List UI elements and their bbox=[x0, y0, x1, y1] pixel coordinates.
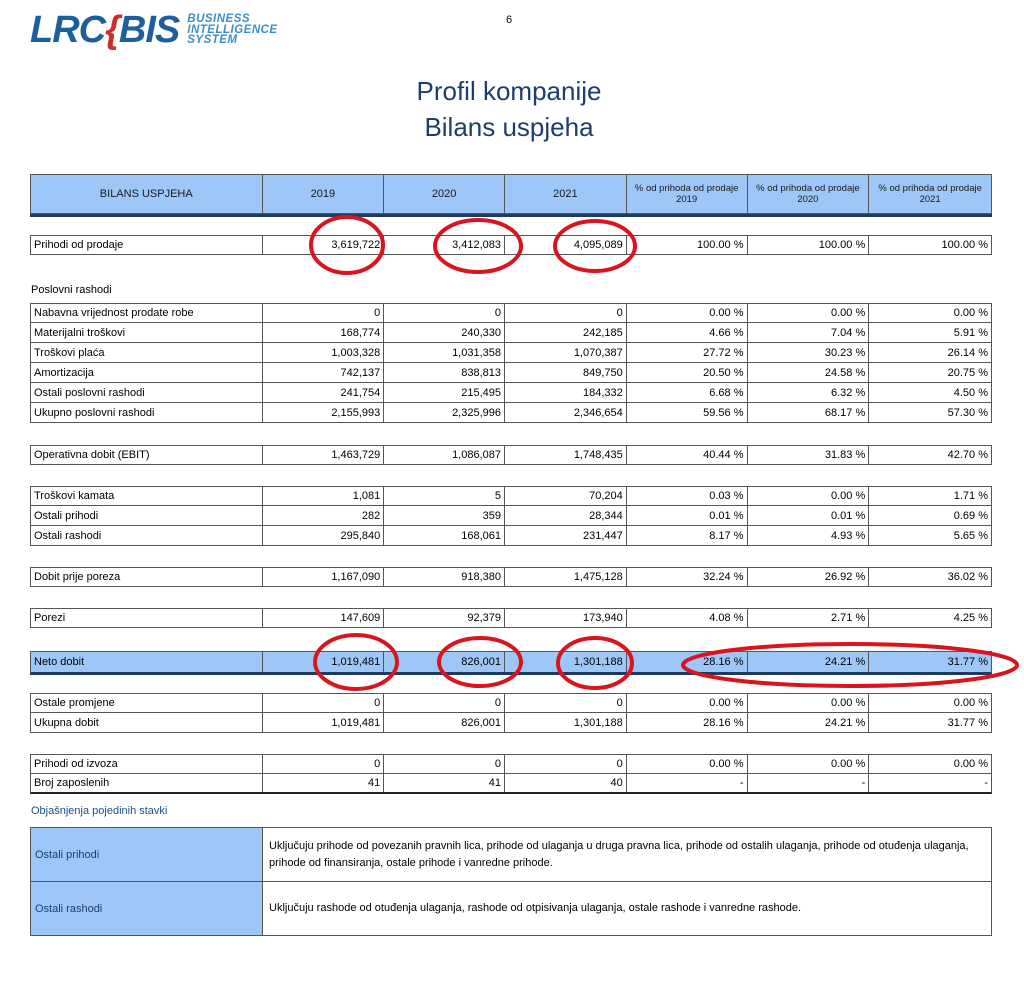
cell-value: 168,774 bbox=[263, 323, 385, 342]
header-cell: % od prihoda od prodaje 2020 bbox=[748, 175, 870, 213]
cell-value: 168,061 bbox=[384, 526, 505, 545]
cell-value: 4.50 % bbox=[953, 386, 988, 399]
header-cell: 2020 bbox=[384, 175, 505, 213]
cell-value: 1,475,128 bbox=[505, 568, 627, 586]
cell-value: 2,325,996 bbox=[384, 403, 505, 422]
cell-value: 0.00 % bbox=[748, 755, 870, 773]
cell-value: 1,019,481 bbox=[263, 652, 385, 672]
cell-value: 0 bbox=[505, 694, 627, 712]
cell-value: 31.77 % bbox=[947, 656, 988, 668]
cell-value: 28.16 % bbox=[627, 652, 748, 672]
cell-value: 28.16 % bbox=[627, 713, 748, 732]
cell-value: 41 bbox=[263, 774, 385, 792]
row-label: Prihodi od prodaje bbox=[31, 236, 263, 254]
row-label: Porezi bbox=[31, 609, 263, 627]
cell-value: 100.00 % bbox=[941, 239, 988, 251]
cell-value: 24.21 % bbox=[748, 713, 870, 732]
cell-value: 0 bbox=[263, 755, 385, 773]
cell-value: 147,609 bbox=[263, 609, 385, 627]
cell-value: 240,330 bbox=[384, 323, 505, 342]
cell-value: 826,001 bbox=[384, 713, 505, 732]
cell-value: 0 bbox=[384, 694, 505, 712]
logo-wordmark: LRC{BIS bbox=[30, 9, 180, 51]
cell-value: 3,412,083 bbox=[384, 236, 505, 254]
cell-value: 24.58 % bbox=[748, 363, 870, 382]
explanation-text: Uključuju prihode od povezanih pravnih lica, prihode od ulaganja u druga pravna lica, prihode od ostalih ulaganja, prihode od otuđenja ulaganja, prihode od finansiranja, ostale prihode i vanredne prihode. bbox=[269, 839, 969, 869]
cell-value: 57.30 % bbox=[947, 406, 988, 419]
cell-value: 1,086,087 bbox=[384, 446, 505, 464]
table-row bbox=[30, 506, 992, 526]
table-row bbox=[30, 363, 992, 383]
logo-subtitle: BUSINESS INTELLIGENCE SYSTEM bbox=[187, 13, 278, 47]
header-cell: 2021 bbox=[505, 175, 627, 213]
cell-value: 59.56 % bbox=[627, 403, 748, 422]
cell-value: 0.00 % bbox=[748, 304, 870, 322]
table-row bbox=[30, 693, 992, 713]
cell-value: 231,447 bbox=[505, 526, 627, 545]
cell-value: 0.00 % bbox=[627, 694, 748, 712]
row-label: Broj zaposlenih bbox=[31, 774, 263, 792]
cell-value: 20.50 % bbox=[627, 363, 748, 382]
cell-value: 184,332 bbox=[505, 383, 627, 402]
cell-value: 42.70 % bbox=[947, 449, 988, 461]
cell-value: 1,301,188 bbox=[505, 713, 627, 732]
lrc-bis-logo bbox=[30, 8, 278, 52]
explanation-row bbox=[30, 881, 992, 936]
cell-value: 0.03 % bbox=[627, 487, 748, 505]
explanation-key: Ostali rashodi bbox=[31, 882, 263, 935]
table-row bbox=[30, 526, 992, 546]
table-row bbox=[30, 343, 992, 363]
cell-value: 742,137 bbox=[263, 363, 385, 382]
cell-value: 4,095,089 bbox=[505, 236, 627, 254]
row-label: Dobit prije poreza bbox=[31, 568, 263, 586]
cell-value: 7.04 % bbox=[748, 323, 870, 342]
cell-value: 282 bbox=[263, 506, 385, 525]
cell-value: 242,185 bbox=[505, 323, 627, 342]
cell-value: 1,301,188 bbox=[505, 652, 627, 672]
row-label: Ukupna dobit bbox=[31, 713, 263, 732]
header-underline bbox=[30, 214, 992, 217]
cell-value: 6.32 % bbox=[748, 383, 870, 402]
cell-value: 826,001 bbox=[384, 652, 505, 672]
cell-value: 70,204 bbox=[505, 487, 627, 505]
net-profit-row bbox=[30, 651, 992, 675]
cell-value: 0.00 % bbox=[627, 755, 748, 773]
cell-value: 28,344 bbox=[505, 506, 627, 525]
row-label: Operativna dobit (EBIT) bbox=[31, 446, 263, 464]
cell-value: 4.93 % bbox=[748, 526, 870, 545]
row-label: Prihodi od izvoza bbox=[31, 755, 263, 773]
cell-value: 41 bbox=[384, 774, 505, 792]
cell-value: 4.25 % bbox=[953, 612, 988, 624]
table-header bbox=[30, 174, 992, 214]
cell-value: 36.02 % bbox=[947, 571, 988, 583]
cell-value: 0.00 % bbox=[953, 307, 988, 319]
explanation-row bbox=[30, 827, 992, 882]
cell-value: 0.00 % bbox=[953, 697, 988, 709]
cell-value: 24.21 % bbox=[748, 652, 870, 672]
cell-value: 1,463,729 bbox=[263, 446, 385, 464]
cell-value: 5 bbox=[384, 487, 505, 505]
header-cell: 2019 bbox=[263, 175, 385, 213]
cell-value: 0.01 % bbox=[748, 506, 870, 525]
cell-value: 1,167,090 bbox=[263, 568, 385, 586]
cell-value: 26.14 % bbox=[947, 346, 988, 359]
cell-value: 241,754 bbox=[263, 383, 385, 402]
cell-value: 1,019,481 bbox=[263, 713, 385, 732]
cell-value: 31.77 % bbox=[947, 716, 988, 729]
cell-value: 1,003,328 bbox=[263, 343, 385, 362]
explanation-key: Ostali prihodi bbox=[31, 828, 263, 881]
section-label: Poslovni rashodi bbox=[31, 284, 112, 296]
cell-value: 92,379 bbox=[384, 609, 505, 627]
table-row bbox=[30, 713, 992, 733]
cell-value: 100.00 % bbox=[748, 236, 870, 254]
row-label: Materijalni troškovi bbox=[31, 323, 263, 342]
table-row bbox=[30, 567, 992, 587]
cell-value: 31.83 % bbox=[748, 446, 870, 464]
row-label: Ostali rashodi bbox=[31, 526, 263, 545]
table-row bbox=[30, 383, 992, 403]
cell-value: 40.44 % bbox=[627, 446, 748, 464]
cell-value: 0 bbox=[263, 694, 385, 712]
cell-value: 359 bbox=[384, 506, 505, 525]
cell-value: 68.17 % bbox=[748, 403, 870, 422]
cell-value: 215,495 bbox=[384, 383, 505, 402]
cell-value: - bbox=[748, 774, 870, 792]
row-label: Ostali prihodi bbox=[31, 506, 263, 525]
cell-value: 4.08 % bbox=[627, 609, 748, 627]
cell-value: 2,346,654 bbox=[505, 403, 627, 422]
cell-value: 849,750 bbox=[505, 363, 627, 382]
cell-value: 3,619,722 bbox=[263, 236, 385, 254]
cell-value: - bbox=[984, 777, 988, 789]
cell-value: 0 bbox=[263, 304, 385, 322]
cell-value: 1,748,435 bbox=[505, 446, 627, 464]
table-row bbox=[30, 403, 992, 423]
cell-value: 0 bbox=[384, 304, 505, 322]
cell-value: 1.71 % bbox=[953, 490, 988, 502]
cell-value: 27.72 % bbox=[627, 343, 748, 362]
cell-value: 1,081 bbox=[263, 487, 385, 505]
cell-value: 8.17 % bbox=[627, 526, 748, 545]
row-label: Troškovi kamata bbox=[31, 487, 263, 505]
table-row bbox=[30, 608, 992, 628]
cell-value: 1,031,358 bbox=[384, 343, 505, 362]
cell-value: 100.00 % bbox=[627, 236, 748, 254]
row-label: Ukupno poslovni rashodi bbox=[31, 403, 263, 422]
cell-value: 2.71 % bbox=[748, 609, 870, 627]
cell-value: 838,813 bbox=[384, 363, 505, 382]
cell-value: 0.01 % bbox=[627, 506, 748, 525]
table-row bbox=[30, 754, 992, 774]
row-label: Ostali poslovni rashodi bbox=[31, 383, 263, 402]
table-row bbox=[30, 303, 992, 323]
row-label: Troškovi plaća bbox=[31, 343, 263, 362]
table-row bbox=[30, 486, 992, 506]
table-row bbox=[30, 445, 992, 465]
row-label: Ostale promjene bbox=[31, 694, 263, 712]
cell-value: 0 bbox=[505, 755, 627, 773]
cell-value: 5.65 % bbox=[953, 529, 988, 542]
cell-value: 0.00 % bbox=[748, 694, 870, 712]
header-cell: % od prihoda od prodaje 2019 bbox=[627, 175, 748, 213]
cell-value: - bbox=[627, 774, 748, 792]
table-row bbox=[30, 774, 992, 794]
explanations-title: Objašnjenja pojedinih stavki bbox=[31, 805, 168, 817]
cell-value: 40 bbox=[505, 774, 627, 792]
header-cell: BILANS USPJEHA bbox=[31, 175, 263, 213]
cell-value: 0.00 % bbox=[748, 487, 870, 505]
cell-value: 295,840 bbox=[263, 526, 385, 545]
cell-value: 2,155,993 bbox=[263, 403, 385, 422]
page-number: 6 bbox=[506, 14, 513, 26]
row-label: Neto dobit bbox=[31, 652, 263, 672]
header-cell: % od prihoda od prodaje 2021 bbox=[878, 183, 982, 205]
cell-value: 173,940 bbox=[505, 609, 627, 627]
row-label: Amortizacija bbox=[31, 363, 263, 382]
cell-value: 1,070,387 bbox=[505, 343, 627, 362]
cell-value: 26.92 % bbox=[748, 568, 870, 586]
page-subtitle: Bilans uspjeha bbox=[424, 112, 594, 142]
cell-value: 20.75 % bbox=[947, 366, 988, 379]
cell-value: 0 bbox=[384, 755, 505, 773]
explanation-text: Uključuju rashode od otuđenja ulaganja, rashode od otpisivanja ulaganja, ostale rashode i vanredne rashode. bbox=[269, 902, 802, 914]
cell-value: 30.23 % bbox=[748, 343, 870, 362]
cell-value: 32.24 % bbox=[627, 568, 748, 586]
table-row bbox=[30, 323, 992, 343]
cell-value: 0.00 % bbox=[627, 304, 748, 322]
table-row bbox=[30, 235, 992, 255]
cell-value: 6.68 % bbox=[627, 383, 748, 402]
page-title: Profil kompanije bbox=[416, 76, 602, 106]
cell-value: 918,380 bbox=[384, 568, 505, 586]
cell-value: 0.69 % bbox=[953, 509, 988, 522]
cell-value: 4.66 % bbox=[627, 323, 748, 342]
cell-value: 5.91 % bbox=[953, 326, 988, 339]
cell-value: 0.00 % bbox=[953, 758, 988, 770]
row-label: Nabavna vrijednost prodate robe bbox=[31, 304, 263, 322]
cell-value: 0 bbox=[505, 304, 627, 322]
